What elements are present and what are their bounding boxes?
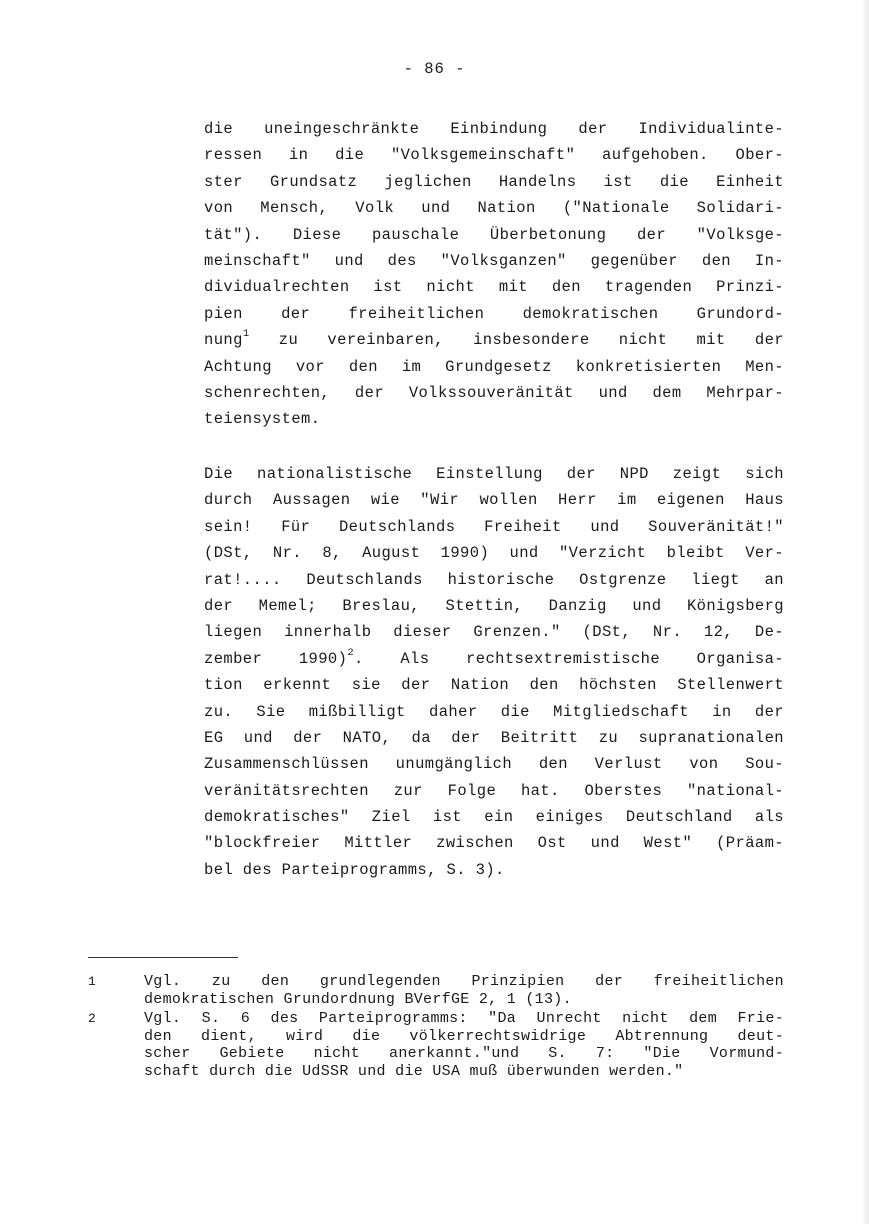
text-line: teiensystem. bbox=[204, 410, 321, 429]
text-line: durch Aussagen wie "Wir wollen Herr im eigenen Haus bbox=[204, 491, 784, 510]
text-line: rat!.... Deutschlands historische Ostgrenze liegt an bbox=[204, 570, 784, 589]
text-line: Zusammenschlüssen unumgänglich den Verlust von Sou- bbox=[204, 755, 784, 774]
text-line: der Memel; Breslau, Stettin, Danzig und Königsberg bbox=[204, 596, 784, 615]
text-segment: . Als rechtsextremistische Organisa- bbox=[354, 649, 784, 668]
footnote-1 bbox=[88, 973, 788, 1008]
text-line: zu. Sie mißbilligt daher die Mitgliedschaft in der bbox=[204, 702, 784, 721]
text-line: die uneingeschränkte Einbindung der Individualinte- bbox=[204, 120, 784, 138]
paragraph-2 bbox=[204, 461, 784, 883]
text-line: schenrechten, der Volkssouveränität und dem Mehrpar- bbox=[204, 383, 784, 402]
text-line: (DSt, Nr. 8, August 1990) und "Verzicht bleibt Ver- bbox=[204, 544, 784, 563]
footnote-2 bbox=[88, 1010, 788, 1080]
footnote-line: demokratischen Grundordnung BVerfGE 2, 1 (13). bbox=[144, 990, 572, 1008]
text-line: dividualrechten ist nicht mit den tragenden Prinzi- bbox=[204, 278, 784, 297]
footnote-number: 1 bbox=[88, 974, 97, 989]
text-line: ster Grundsatz jeglichen Handelns ist die Einheit bbox=[204, 172, 784, 191]
text-line: pien der freiheitlichen demokratischen Grundord- bbox=[204, 304, 784, 323]
footnote-line: scher Gebiete nicht anerkannt."und S. 7: "Die Vormund- bbox=[144, 1045, 784, 1063]
page-edge-shadow bbox=[861, 0, 869, 1224]
text-line: tion erkennt sie der Nation den höchsten Stellenwert bbox=[204, 676, 784, 695]
text-line: liegen innerhalb dieser Grenzen." (DSt, Nr. 12, De- bbox=[204, 623, 784, 642]
text-segment: zember 1990) bbox=[204, 649, 348, 668]
text-line: von Mensch, Volk und Nation ("Nationale Solidari- bbox=[204, 199, 784, 218]
text-line bbox=[204, 327, 784, 353]
text-segment: zu vereinbaren, insbesondere nicht mit der bbox=[249, 331, 784, 350]
text-line: "blockfreier Mittler zwischen Ost und West" (Präam- bbox=[204, 834, 784, 853]
text-line: Achtung vor den im Grundgesetz konkretisierten Men- bbox=[204, 357, 784, 376]
footnote-line: Vgl. S. 6 des Parteiprogramms: "Da Unrecht nicht dem Frie- bbox=[144, 1010, 784, 1028]
text-line: Die nationalistische Einstellung der NPD zeigt sich bbox=[204, 465, 784, 483]
page-number: - 86 - bbox=[403, 60, 466, 78]
text-line bbox=[204, 646, 784, 672]
text-line: demokratisches" Ziel ist ein einiges Deutschland als bbox=[204, 808, 784, 827]
text-line: bel des Parteiprogramms, S. 3). bbox=[204, 860, 505, 879]
text-line: veränitätsrechten zur Folge hat. Oberstes "national- bbox=[204, 781, 784, 800]
footnote-separator bbox=[88, 957, 238, 958]
footnote-line: den dient, wird die völkerrechtswidrige Abtrennung deut- bbox=[144, 1027, 784, 1045]
footnote-reference: 2 bbox=[347, 646, 355, 659]
footnote-reference: 1 bbox=[242, 327, 250, 340]
footnote-line: Vgl. zu den grundlegenden Prinzipien der freiheitlichen bbox=[144, 973, 784, 990]
text-line: tät"). Diese pauschale Überbetonung der "Volksge- bbox=[204, 225, 784, 244]
text-line: meinschaft" und des "Volksganzen" gegenüber den In- bbox=[204, 251, 784, 270]
footnote-number: 2 bbox=[88, 1011, 97, 1027]
text-line: ressen in die "Volksgemeinschaft" aufgehoben. Ober- bbox=[204, 146, 784, 165]
text-line: EG und der NATO, da der Beitritt zu supranationalen bbox=[204, 728, 784, 747]
paragraph-1 bbox=[204, 116, 784, 433]
footnotes bbox=[88, 973, 788, 1083]
text-line: sein! Für Deutschlands Freiheit und Souveränität!" bbox=[204, 517, 784, 536]
text-segment: nung bbox=[204, 331, 243, 350]
footnote-line: schaft durch die UdSSR und die USA muß überwunden werden." bbox=[144, 1062, 684, 1080]
